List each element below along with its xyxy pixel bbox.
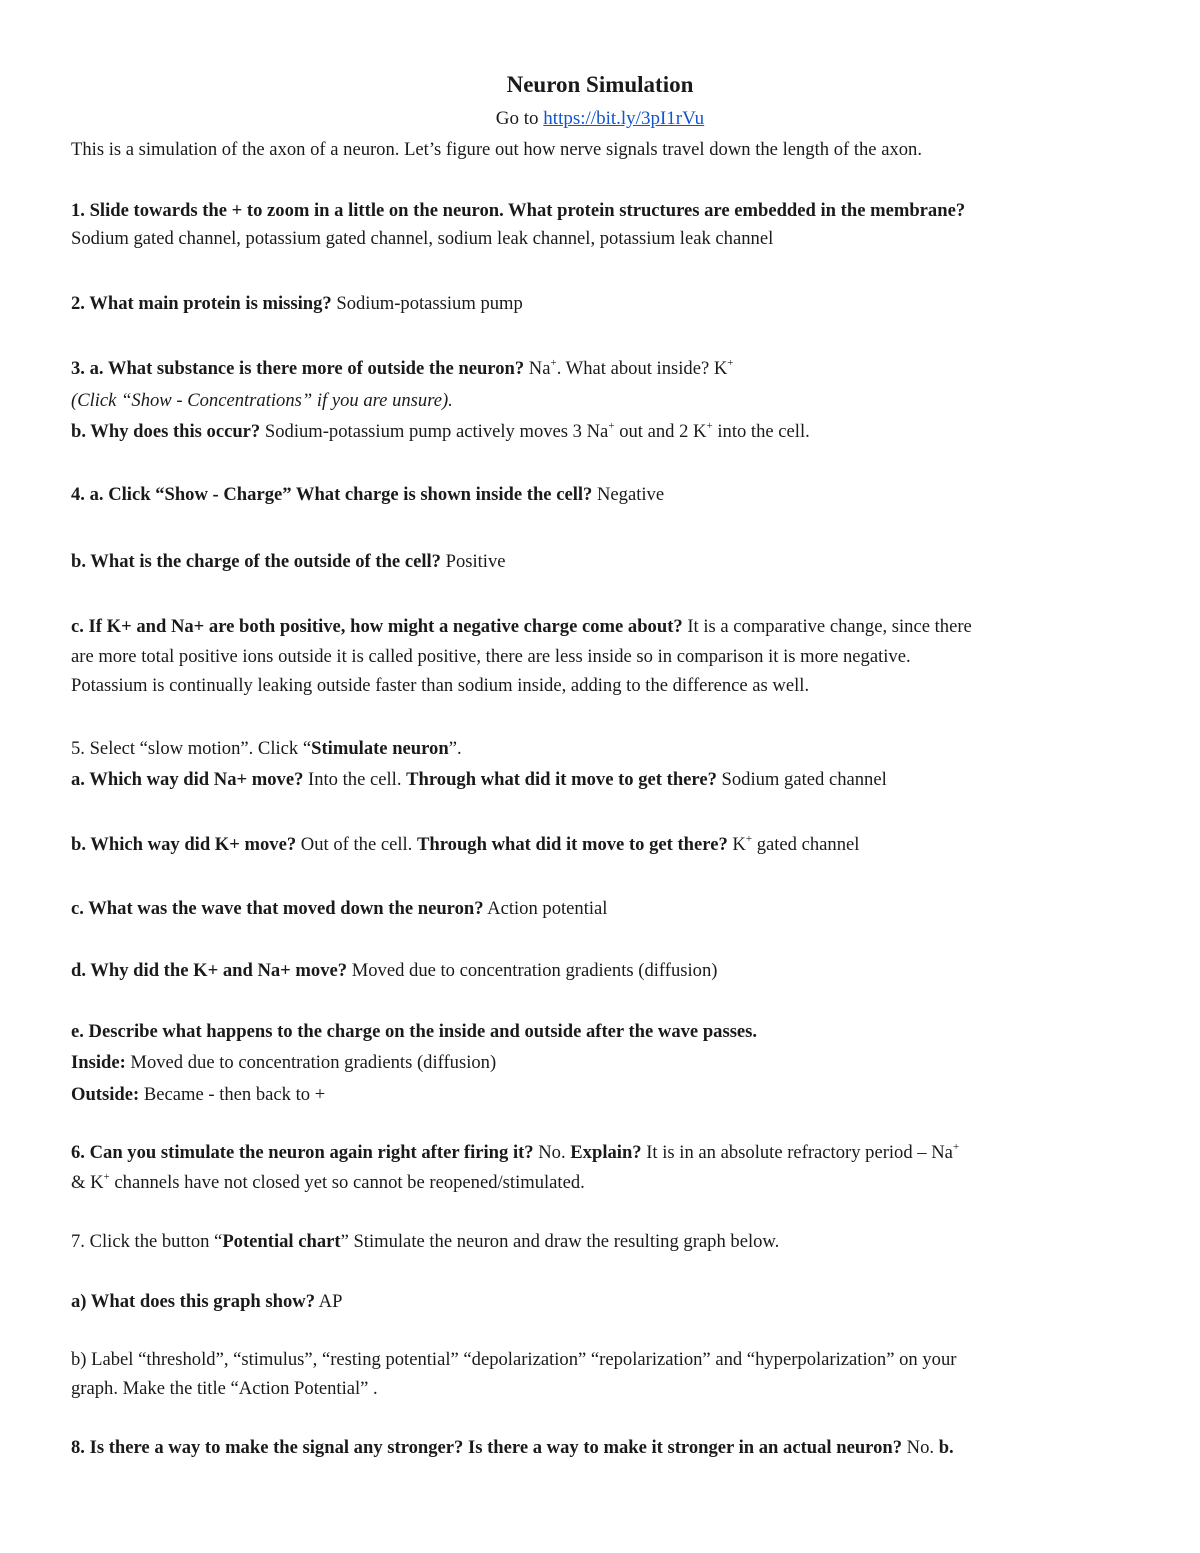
q1-question [71, 200, 965, 222]
q6-question1: 6. Can you stimulate the neuron again right after firing it? [71, 1142, 534, 1163]
q8-question: 8. Is there a way to make the signal any stronger? Is there a way to make it stronger in an actual neuron? [71, 1437, 903, 1458]
outside-label: Outside: [71, 1084, 140, 1105]
q2-question: 2. What main protein is missing? [71, 293, 332, 314]
q5e-line [71, 1021, 757, 1043]
q5c-question: c. What was the wave that moved down the neuron? [71, 898, 484, 919]
q6-line1 [71, 1142, 959, 1164]
q7-intro-bold: Potential chart [222, 1231, 341, 1252]
q7a-question: a) What does this graph show? [71, 1291, 316, 1312]
q5e-question: e. Describe what happens to the charge on the inside and outside after the wave passes. [71, 1021, 758, 1042]
q7a-answer: AP [315, 1291, 343, 1312]
q7b-line1: b) Label “threshold”, “stimulus”, “resting potential” “depolarization” “repolarization” and “hyperpolarization” on your [71, 1349, 957, 1370]
q3a-answer-inside: . What about inside? K [556, 358, 728, 379]
superscript-plus: + [727, 357, 734, 369]
q7-intro-pre: 7. Click the button “ [71, 1231, 223, 1252]
superscript-plus: + [103, 1171, 110, 1183]
q5b-question1: b. Which way did K+ move? [71, 834, 297, 855]
superscript-plus: + [550, 357, 557, 369]
intro-text: This is a simulation of the axon of a neuron. Let’s figure out how nerve signals travel down the length of the axon. [71, 139, 922, 160]
goto-prefix: Go to [495, 108, 544, 129]
q7a-line [71, 1291, 342, 1313]
q8-line [71, 1437, 954, 1459]
q6-answer1: No. [533, 1142, 571, 1163]
q4c-line [71, 616, 972, 638]
q3b-line [71, 421, 810, 443]
q5e-outside-line [71, 1084, 325, 1106]
q3a-answer-na: Na [524, 358, 551, 379]
q4c-answer-line2: are more total positive ions outside it is called positive, there are less inside so in comparison it is more negative. [71, 646, 911, 667]
q3b-answer-part1: Sodium-potassium pump actively moves 3 Na [260, 421, 609, 442]
q1-answer: Sodium gated channel, potassium gated channel, sodium leak channel, potassium leak channel [71, 228, 774, 249]
q6-line2 [71, 1172, 585, 1194]
q6-line2-pre: & K [71, 1172, 104, 1193]
q4c-answer-line1: It is a comparative change, since there [682, 616, 972, 637]
q4a-question: 4. a. Click “Show - Charge” What charge is shown inside the cell? [71, 484, 593, 505]
q3b-question: b. Why does this occur? [71, 421, 261, 442]
q3-click-note [71, 390, 453, 412]
q5c-line [71, 898, 607, 920]
q5c-answer: Action potential [483, 898, 608, 919]
superscript-plus: + [706, 420, 713, 432]
q6-answer2: It is in an absolute refractory period – Na [641, 1142, 953, 1163]
q6-line2-post: channels have not closed yet so cannot be reopened/stimulated. [109, 1172, 585, 1193]
inside-label: Inside: [71, 1052, 126, 1073]
q5a-answer2: Sodium gated channel [716, 769, 887, 790]
q5a-answer1: Into the cell. [303, 769, 407, 790]
inside-answer: Moved due to concentration gradients (diffusion) [125, 1052, 497, 1073]
q5-intro-post: ”. [448, 738, 462, 759]
q5a-question2: Through what did it move to get there? [406, 769, 717, 790]
superscript-plus: + [952, 1141, 960, 1153]
q4b-question: b. What is the charge of the outside of the cell? [71, 551, 441, 572]
superscript-plus: + [745, 833, 753, 845]
simulation-link[interactable]: https://bit.ly/3pI1rVu [543, 108, 705, 129]
q5-intro-bold: Stimulate neuron [311, 738, 449, 759]
q4b-answer: Positive [440, 551, 506, 572]
q5b-answer2-post: gated channel [752, 834, 860, 855]
q5b-line [71, 834, 859, 856]
q8-b-label: b. [938, 1437, 954, 1458]
q7-intro [71, 1231, 779, 1253]
q5b-question2: Through what did it move to get there? [416, 834, 728, 855]
q6-question2: Explain? [570, 1142, 642, 1163]
q5d-line [71, 960, 717, 982]
q4c-answer-line3: Potassium is continually leaking outside faster than sodium inside, adding to the difference as well. [71, 675, 810, 696]
q8-answer: No. [902, 1437, 939, 1458]
q1-question-text: 1. Slide towards the + to zoom in a little on the neuron. What protein structures are embedded in the membrane? [71, 200, 966, 221]
q7-intro-post: ” Stimulate the neuron and draw the resulting graph below. [340, 1231, 780, 1252]
q4b-line [71, 551, 506, 573]
q5b-answer2-pre: K [727, 834, 746, 855]
q5-intro-pre: 5. Select “slow motion”. Click “ [71, 738, 312, 759]
q3a-question: 3. a. What substance is there more of outside the neuron? [71, 358, 525, 379]
q5d-question: d. Why did the K+ and Na+ move? [71, 960, 348, 981]
page-title: Neuron Simulation [506, 72, 694, 97]
q4a-answer: Negative [592, 484, 665, 505]
q4c-question: c. If K+ and Na+ are both positive, how might a negative charge come about? [71, 616, 683, 637]
q5e-inside-line [71, 1052, 496, 1074]
q5a-question1: a. Which way did Na+ move? [71, 769, 304, 790]
q5a-line [71, 769, 887, 791]
q3-click-note-text: (Click “Show - Concentrations” if you are unsure). [71, 390, 453, 411]
outside-answer: Became - then back to + [139, 1084, 326, 1105]
q3a-line [71, 358, 734, 380]
q2-line [71, 293, 523, 315]
q5-intro [71, 738, 462, 760]
superscript-plus: + [608, 420, 615, 432]
q5d-answer: Moved due to concentration gradients (diffusion) [347, 960, 718, 981]
q3b-answer-part3: into the cell. [712, 421, 810, 442]
q7b-line2: graph. Make the title “Action Potential” . [71, 1378, 378, 1399]
q3b-answer-part2: out and 2 K [614, 421, 707, 442]
q2-answer: Sodium-potassium pump [331, 293, 523, 314]
q5b-answer1: Out of the cell. [296, 834, 417, 855]
goto-line [0, 108, 1200, 130]
q4a-line [71, 484, 664, 506]
